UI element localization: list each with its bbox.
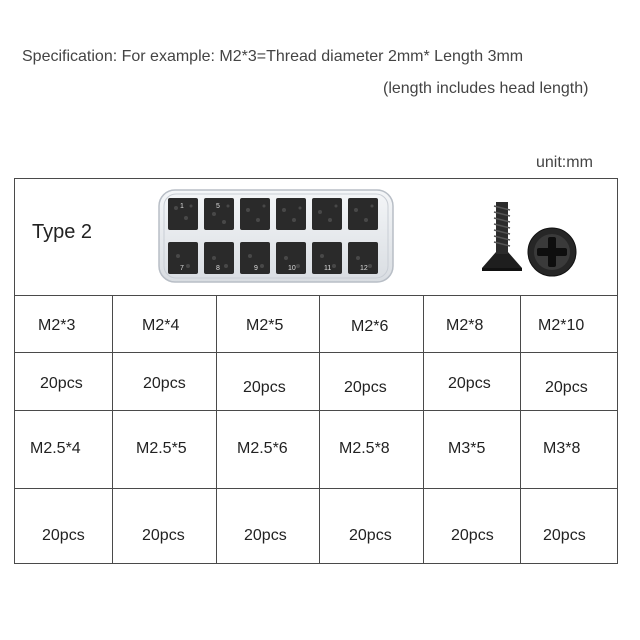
size-cell: M2.5*6 [237,440,288,457]
table-divider [14,488,618,489]
qty-cell: 20pcs [344,379,387,396]
table-column-divider [112,295,113,564]
size-cell: M2*5 [246,317,284,334]
unit-label: unit:mm [536,154,593,171]
countersunk-screw-image [478,196,526,278]
type-label: Type 2 [32,221,93,243]
qty-cell: 20pcs [448,375,491,392]
size-cell: M3*8 [543,440,581,457]
size-cell: M2*6 [351,318,389,335]
qty-cell: 20pcs [40,375,83,392]
size-cell: M2.5*4 [30,440,81,457]
compartment-number: 5 [216,203,220,210]
compartment-number: 10 [288,265,296,272]
table-column-divider [216,295,217,564]
qty-cell: 20pcs [349,527,392,544]
compartment-number: 1 [180,203,184,210]
compartment-number: 9 [254,265,258,272]
compartment-number: 8 [216,265,220,272]
screw-box-image [158,188,394,284]
spec-line-1: Specification: For example: M2*3=Thread diameter 2mm* Length 3mm [22,48,524,65]
spec-line-2: (length includes head length) [383,80,589,97]
qty-cell: 20pcs [143,375,186,392]
size-cell: M2*3 [38,317,76,334]
compartment-number: 12 [360,265,368,272]
size-cell: M2*10 [538,317,585,334]
qty-cell: 20pcs [545,379,588,396]
qty-cell: 20pcs [543,527,586,544]
table-column-divider [319,295,320,564]
compartment-number: 11 [324,265,332,272]
qty-cell: 20pcs [243,379,286,396]
size-cell: M2.5*5 [136,440,187,457]
screw-head-image [526,226,578,278]
qty-cell: 20pcs [244,527,287,544]
qty-cell: 20pcs [451,527,494,544]
table-divider [14,352,618,353]
size-cell: M3*5 [448,440,486,457]
size-cell: M2*4 [142,317,180,334]
qty-cell: 20pcs [42,527,85,544]
table-column-divider [520,295,521,564]
size-cell: M2*8 [446,317,484,334]
size-cell: M2.5*8 [339,440,390,457]
qty-cell: 20pcs [142,527,185,544]
compartment-number: 7 [180,265,184,272]
table-divider [14,295,618,296]
table-divider [14,410,618,411]
table-column-divider [423,295,424,564]
